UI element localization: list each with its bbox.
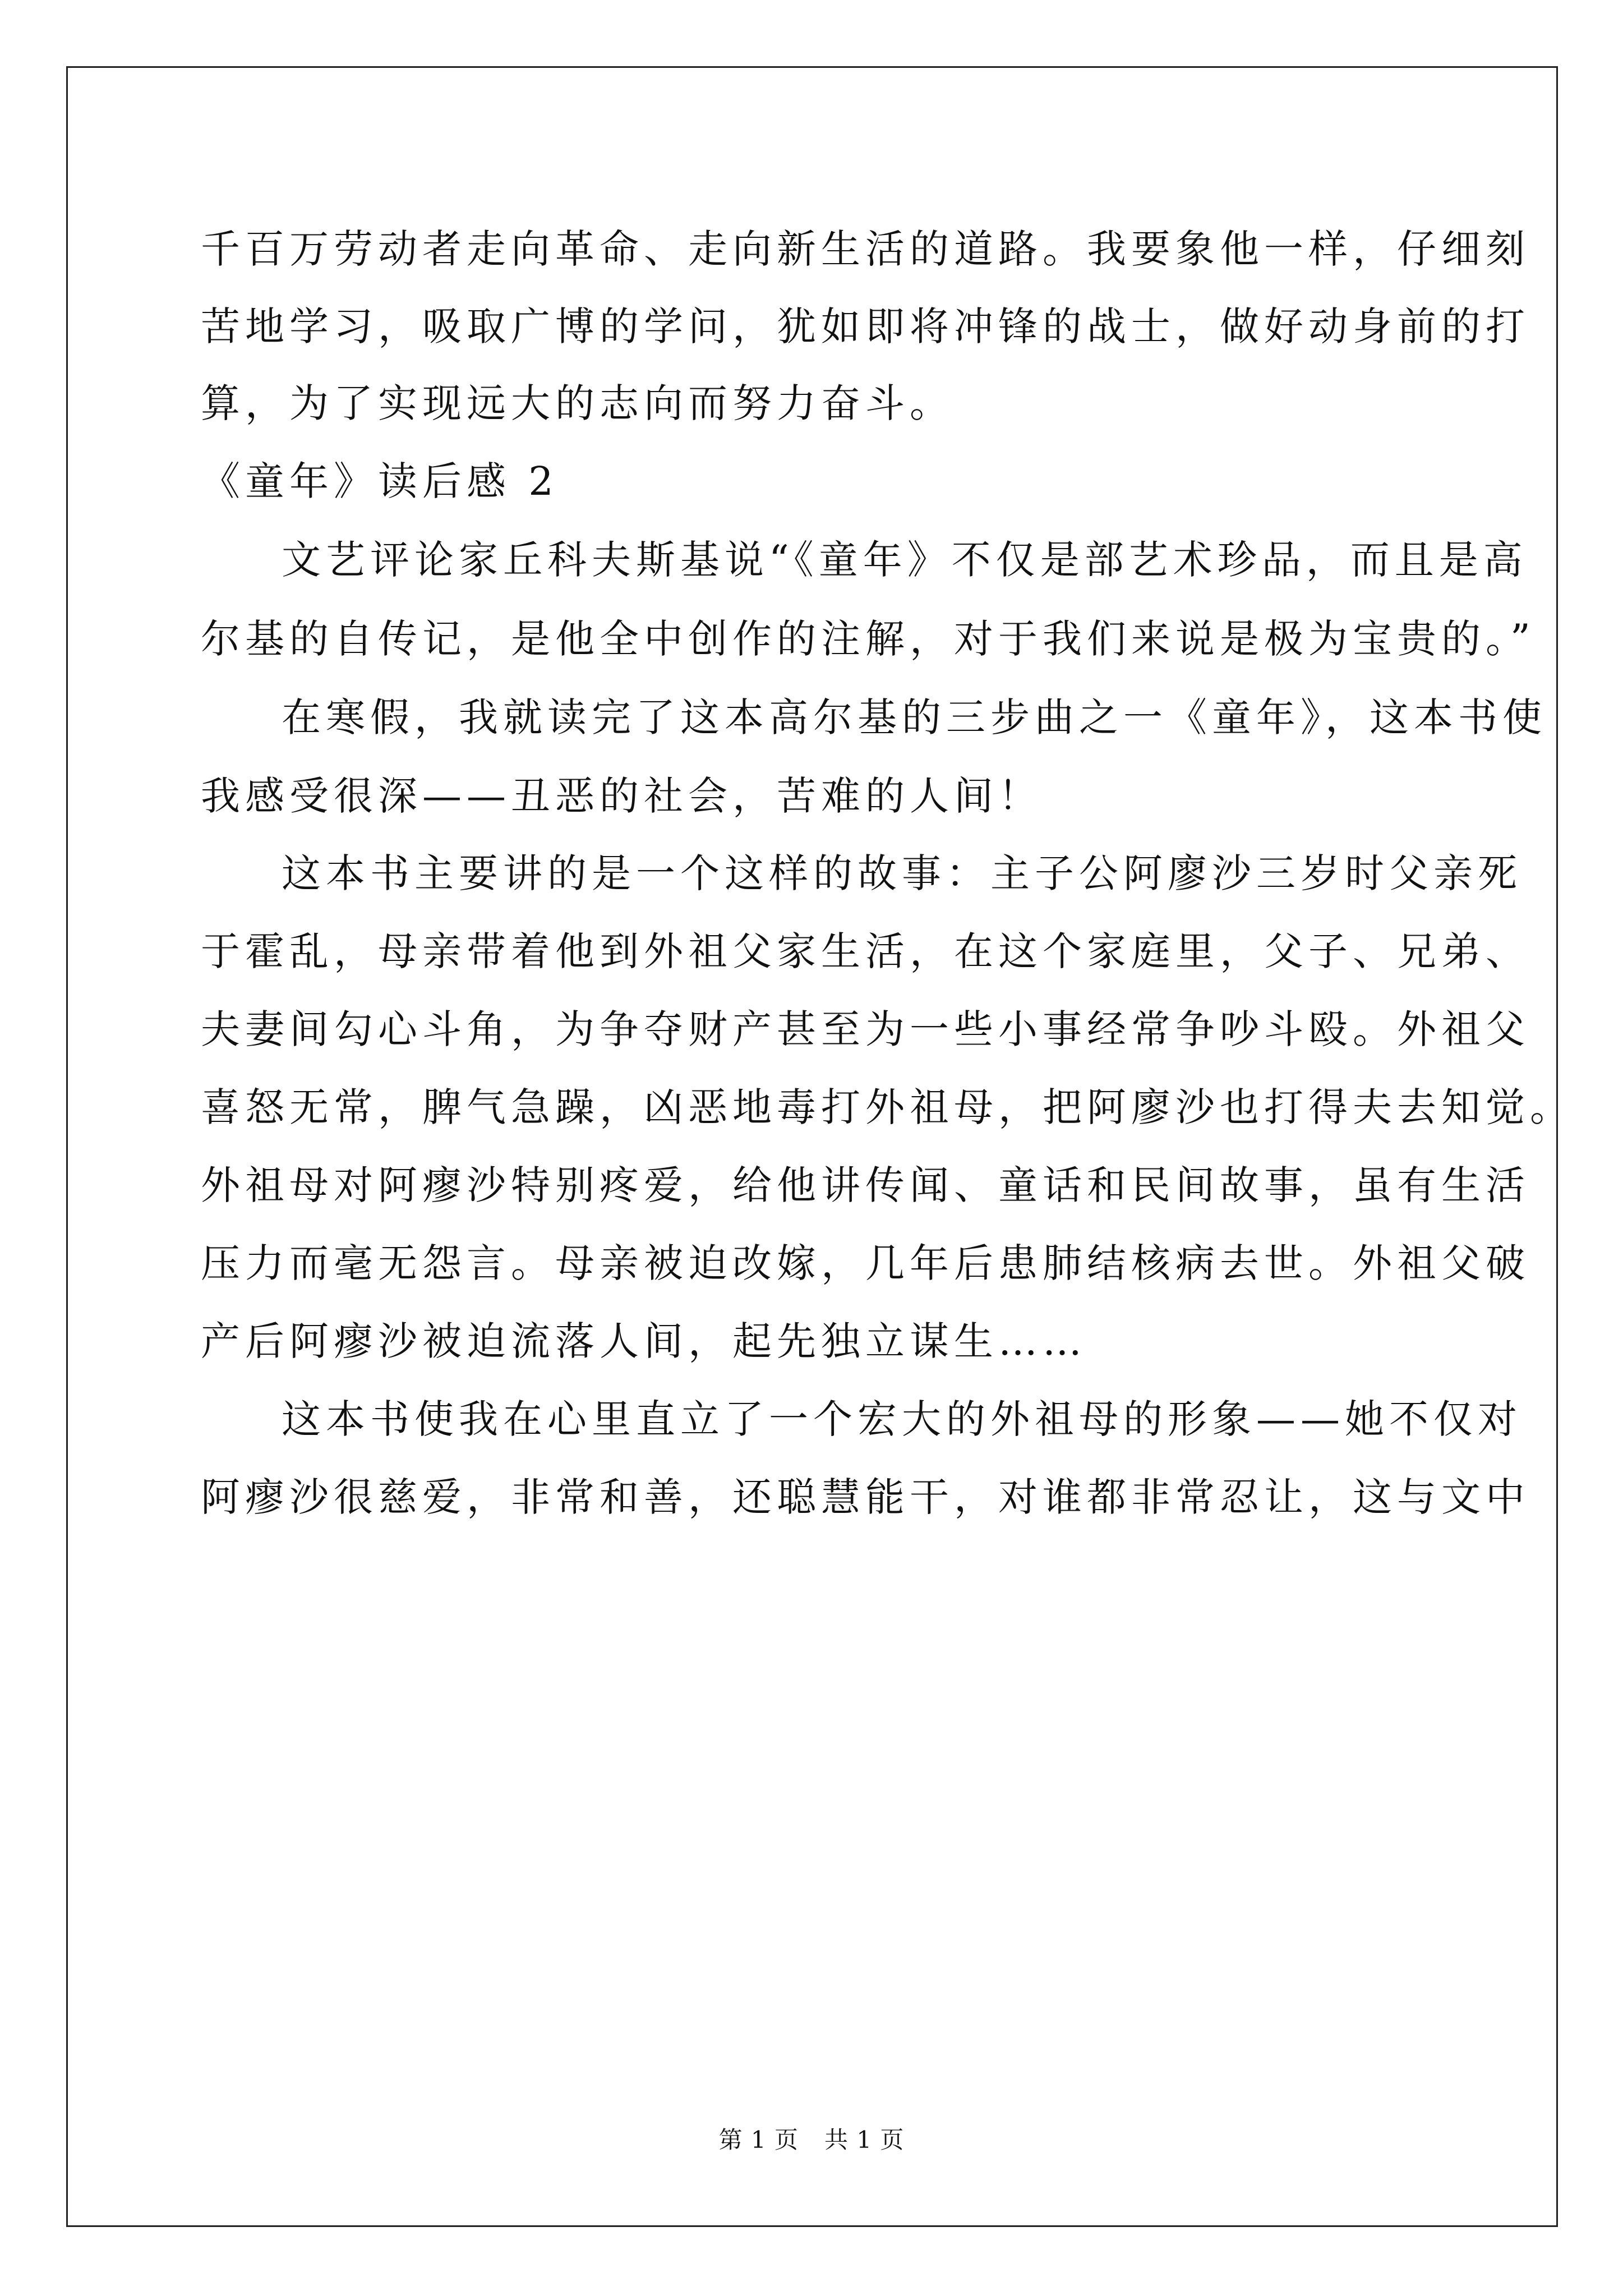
page-footer: [0, 2124, 1623, 2156]
text-line: 千百万劳动者走向革命、走向新生活的道路。我要象他一样，仔细刻: [201, 226, 1530, 272]
text-line: 这本书使我在心里直立了一个宏大的外祖母的形象——她不仅对: [282, 1396, 1522, 1442]
text-line: 文艺评论家丘科夫斯基说“《童年》不仅是部艺术珍品，而且是高: [282, 537, 1528, 583]
text-line: 喜怒无常，脾气急躁，凶恶地毒打外祖母，把阿廖沙也打得夫去知觉。: [201, 1084, 1574, 1130]
text-line: 苦地学习，吸取广博的学问，犹如即将冲锋的战士，做好动身前的打: [201, 303, 1530, 349]
text-line: 这本书主要讲的是一个这样的故事：主子公阿廖沙三岁时父亲死: [282, 850, 1522, 896]
section-heading: 《童年》读后感 2: [201, 458, 559, 504]
text-line: 阿瘳沙很慈爱，非常和善，还聪慧能干，对谁都非常忍让，这与文中: [201, 1474, 1530, 1520]
text-line: 我感受很深——丑恶的社会，苦难的人间！: [201, 773, 1043, 819]
text-line: 产后阿瘳沙被迫流落人间，起先独立谋生……: [201, 1318, 1087, 1364]
text-line: 夫妻间勾心斗角，为争夺财产甚至为一些小事经常争吵斗殴。外祖父: [201, 1006, 1530, 1052]
text-line: 在寒假，我就读完了这本高尔基的三步曲之一《童年》，这本书使: [282, 694, 1547, 740]
text-line: 于霍乱，母亲带着他到外祖父家生活，在这个家庭里，父子、兄弟、: [201, 928, 1530, 974]
text-line: 压力而毫无怨言。母亲被迫改嫁，几年后患肺结核病去世。外祖父破: [201, 1240, 1530, 1286]
text-line: 尔基的自传记，是他全中创作的注解，对于我们来说是极为宝贵的。”: [201, 616, 1536, 662]
page-total: 共 1 页: [824, 2126, 905, 2154]
text-line: 算，为了实现远大的志向而努力奋斗。: [201, 380, 954, 426]
page-number: 第 1 页: [718, 2126, 799, 2154]
text-line: 外祖母对阿瘳沙特别疼爱，给他讲传闻、童话和民间故事，虽有生活: [201, 1162, 1530, 1208]
